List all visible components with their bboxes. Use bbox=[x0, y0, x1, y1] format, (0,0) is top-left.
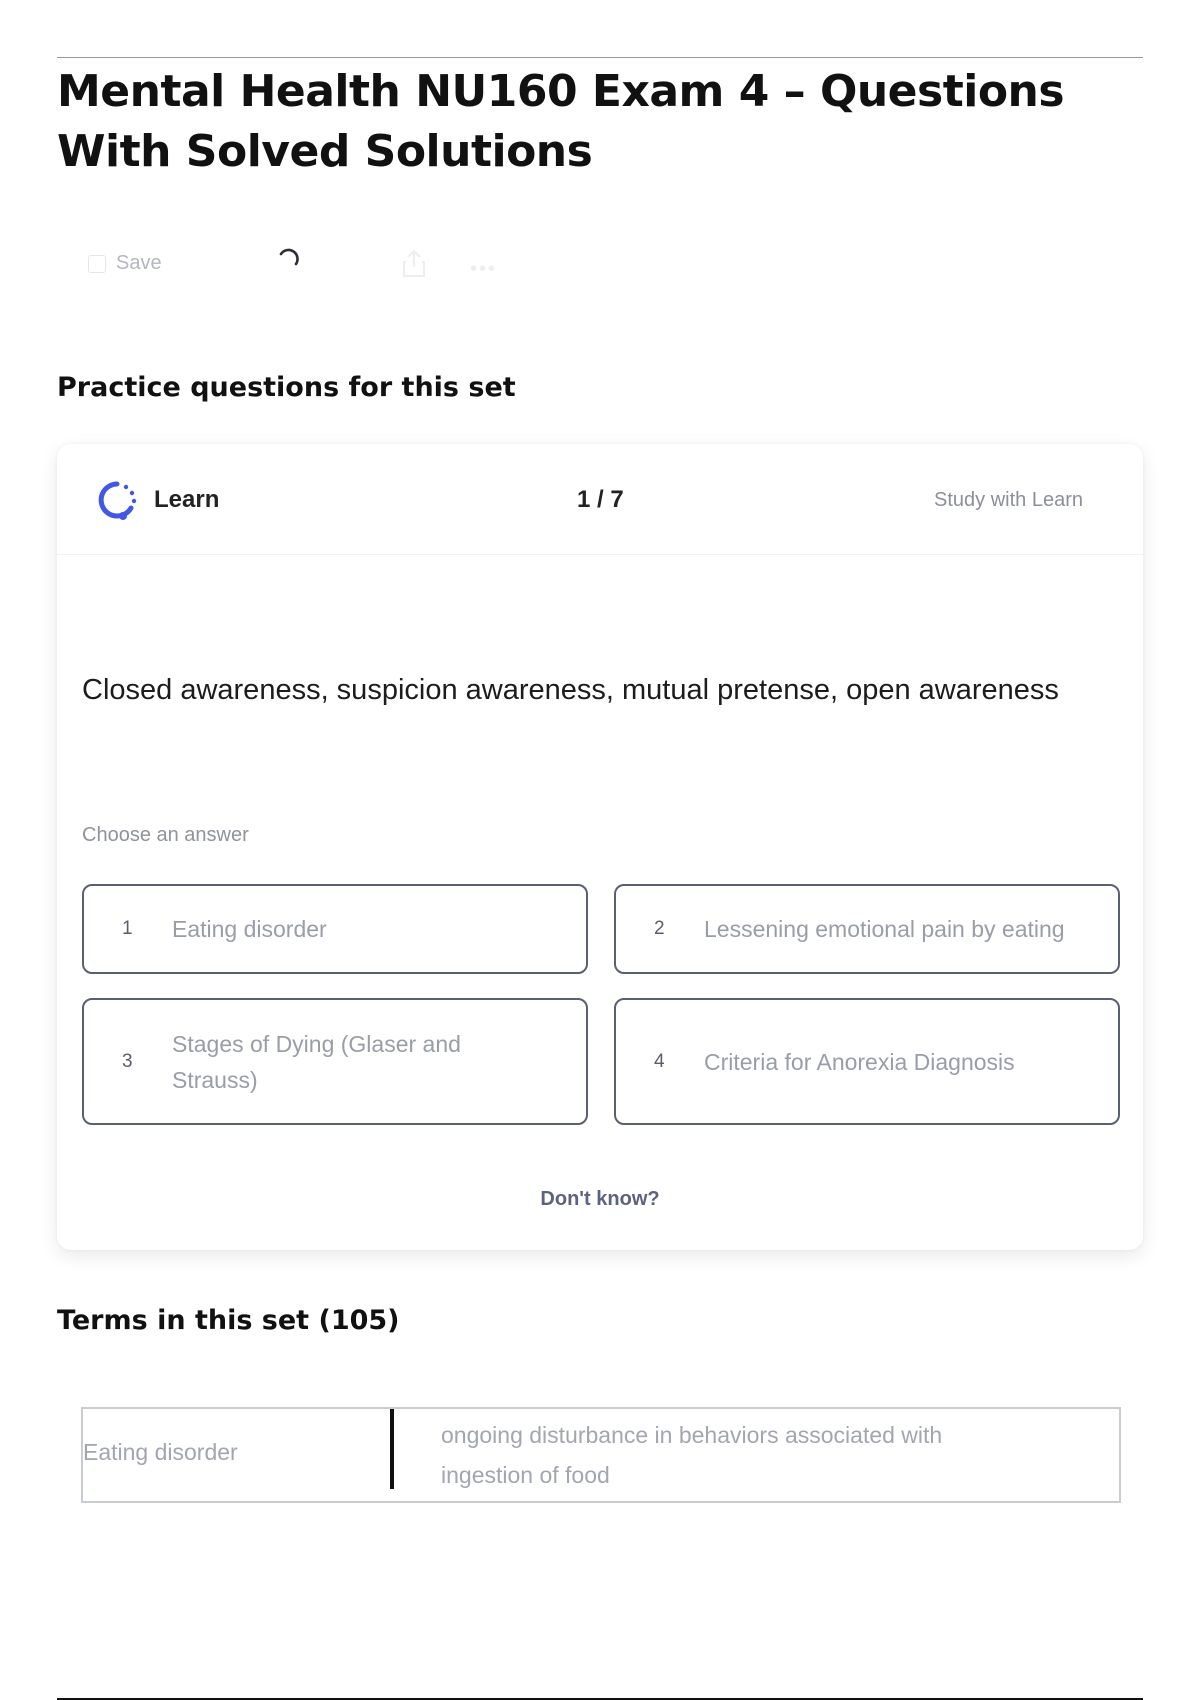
dont-know-button[interactable]: Don't know? bbox=[540, 1188, 660, 1210]
learn-label: Learn bbox=[154, 486, 220, 513]
answer-option-3[interactable] bbox=[82, 998, 588, 1125]
page-title: Mental Health NU160 Exam 4 – Questions With Solved Solutions bbox=[57, 66, 1065, 177]
more-options-icon[interactable]: ••• bbox=[470, 258, 498, 280]
terms-heading: Terms in this set (105) bbox=[57, 1305, 400, 1336]
answer-option-2[interactable] bbox=[614, 884, 1120, 974]
top-divider bbox=[57, 57, 1143, 58]
term-row bbox=[81, 1407, 1121, 1503]
loading-spinner-icon bbox=[276, 248, 302, 283]
option-text: Criteria for Anorexia Diagnosis bbox=[704, 1048, 1015, 1075]
bookmark-checkbox-icon bbox=[88, 255, 106, 273]
answer-option-4[interactable] bbox=[614, 998, 1120, 1125]
term-text: Eating disorder bbox=[83, 1439, 238, 1465]
learn-card-header bbox=[57, 444, 1143, 555]
option-text: Lessening emotional pain by eating bbox=[704, 916, 1065, 942]
practice-heading: Practice questions for this set bbox=[57, 372, 516, 403]
save-button[interactable] bbox=[88, 252, 162, 275]
learn-logo-icon bbox=[95, 478, 139, 527]
option-text: Eating disorder bbox=[172, 916, 327, 942]
term-divider bbox=[390, 1409, 394, 1489]
answer-option-1[interactable] bbox=[82, 884, 588, 974]
option-text: Stages of Dying (Glaser and Strauss) bbox=[172, 1030, 461, 1093]
option-number: 3 bbox=[122, 1050, 133, 1072]
learn-card bbox=[57, 444, 1143, 1250]
choose-answer-label: Choose an answer bbox=[82, 824, 249, 846]
toolbar bbox=[88, 248, 528, 282]
share-icon[interactable] bbox=[400, 248, 428, 285]
question-prompt: Closed awareness, suspicion awareness, mutual pretense, open awareness bbox=[82, 674, 1059, 706]
study-with-learn-link[interactable]: Study with Learn bbox=[934, 489, 1083, 511]
option-number: 2 bbox=[654, 918, 665, 939]
option-number: 4 bbox=[654, 1050, 665, 1072]
term-definition: ongoing disturbance in behaviors associated with ingestion of food bbox=[441, 1422, 943, 1488]
option-number: 1 bbox=[122, 918, 133, 939]
question-progress: 1 / 7 bbox=[577, 486, 624, 513]
save-label: Save bbox=[116, 252, 162, 274]
